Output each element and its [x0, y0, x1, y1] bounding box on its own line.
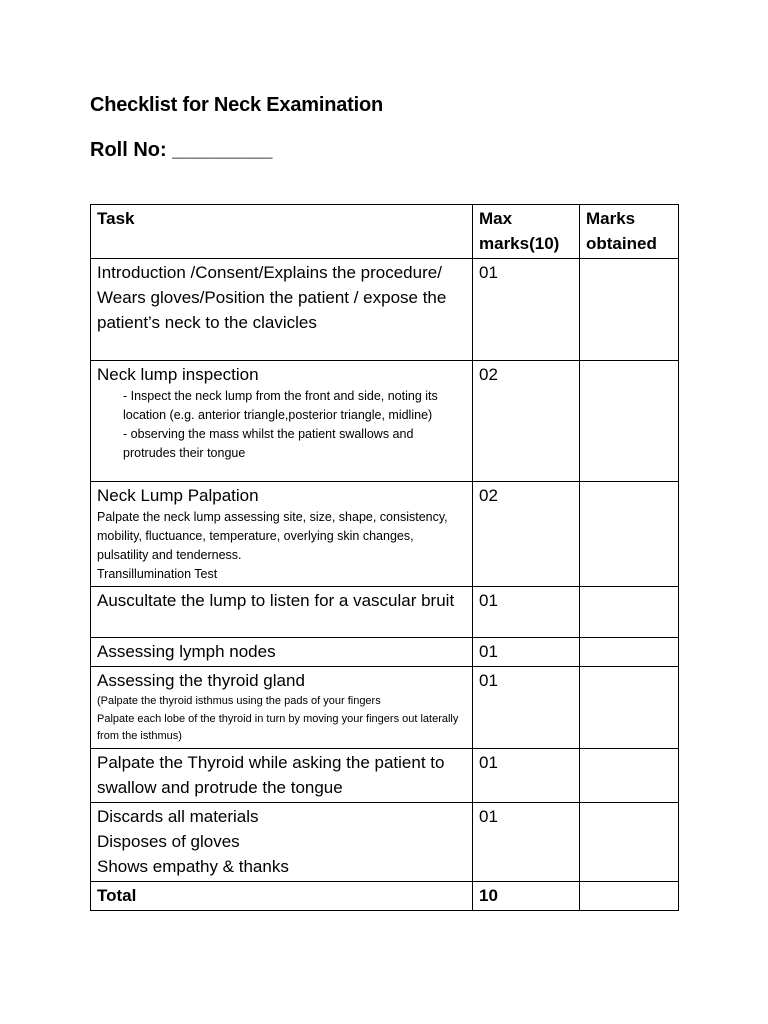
table-row [91, 638, 679, 667]
max-marks-cell: 01 [473, 587, 580, 638]
header-max-marks: Max marks(10) [473, 205, 580, 259]
task-cell [91, 667, 473, 749]
max-marks-cell: 02 [473, 361, 580, 482]
task-details: (Palpate the thyroid isthmus using the pads of your fingers Palpate each lobe of the thyroid in turn by moving your fingers out laterally from the isthmus) [97, 695, 459, 742]
total-marks-obtained[interactable] [580, 881, 679, 910]
task-cell [91, 361, 473, 482]
max-marks-cell: 01 [473, 638, 580, 667]
task-cell [91, 482, 473, 587]
header-marks-obtained: Marks obtained [580, 205, 679, 259]
max-marks-cell: 01 [473, 667, 580, 749]
marks-obtained-cell[interactable] [580, 482, 679, 587]
total-max-marks: 10 [473, 881, 580, 910]
task-title: Palpate the Thyroid while asking the patient to swallow and protrude the tongue [97, 752, 445, 797]
task-title: Assessing lymph nodes [97, 642, 276, 661]
table-row [91, 259, 679, 361]
task-title: Assessing the thyroid gland [97, 671, 305, 690]
task-cell [91, 259, 473, 361]
marks-obtained-cell[interactable] [580, 802, 679, 881]
total-row [91, 881, 679, 910]
task-cell [91, 802, 473, 881]
task-title: Introduction /Consent/Explains the procedure/ Wears gloves/Position the patient / expose the patient’s neck to the clavicles [97, 263, 447, 332]
table-row [91, 587, 679, 638]
task-details: - Inspect the neck lump from the front and side, noting its location (e.g. anterior triangle,posterior triangle, midline) - observing the mass whilst the patient swallows and protrudes their tongue [123, 389, 438, 460]
table-row [91, 748, 679, 802]
max-marks-cell: 01 [473, 748, 580, 802]
marks-obtained-cell[interactable] [580, 667, 679, 749]
table-row [91, 667, 679, 749]
table-row [91, 482, 679, 587]
task-title: Discards all materials Disposes of gloves Shows empathy & thanks [97, 806, 289, 876]
marks-obtained-cell[interactable] [580, 259, 679, 361]
checklist-table [90, 204, 679, 911]
marks-obtained-cell[interactable] [580, 748, 679, 802]
marks-obtained-cell[interactable] [580, 587, 679, 638]
table-row [91, 361, 679, 482]
task-title: Auscultate the lump to listen for a vascular bruit [97, 591, 455, 610]
task-cell [91, 638, 473, 667]
table-header-row [91, 205, 679, 259]
header-task: Task [91, 205, 473, 259]
max-marks-cell: 01 [473, 802, 580, 881]
max-marks-cell: 02 [473, 482, 580, 587]
task-title: Neck lump inspection [97, 365, 259, 384]
roll-number-field: Roll No: _________ [90, 139, 273, 161]
table-row [91, 802, 679, 881]
total-label: Total [91, 881, 473, 910]
marks-obtained-cell[interactable] [580, 361, 679, 482]
task-details: Palpate the neck lump assessing site, size, shape, consistency, mobility, fluctuance, temperature, overlying skin changes, pulsatility and tenderness. Transillumination Test [97, 510, 448, 581]
marks-obtained-cell[interactable] [580, 638, 679, 667]
task-cell [91, 587, 473, 638]
task-title: Neck Lump Palpation [97, 486, 259, 505]
max-marks-cell: 01 [473, 259, 580, 361]
task-cell [91, 748, 473, 802]
document-title: Checklist for Neck Examination [90, 94, 383, 116]
